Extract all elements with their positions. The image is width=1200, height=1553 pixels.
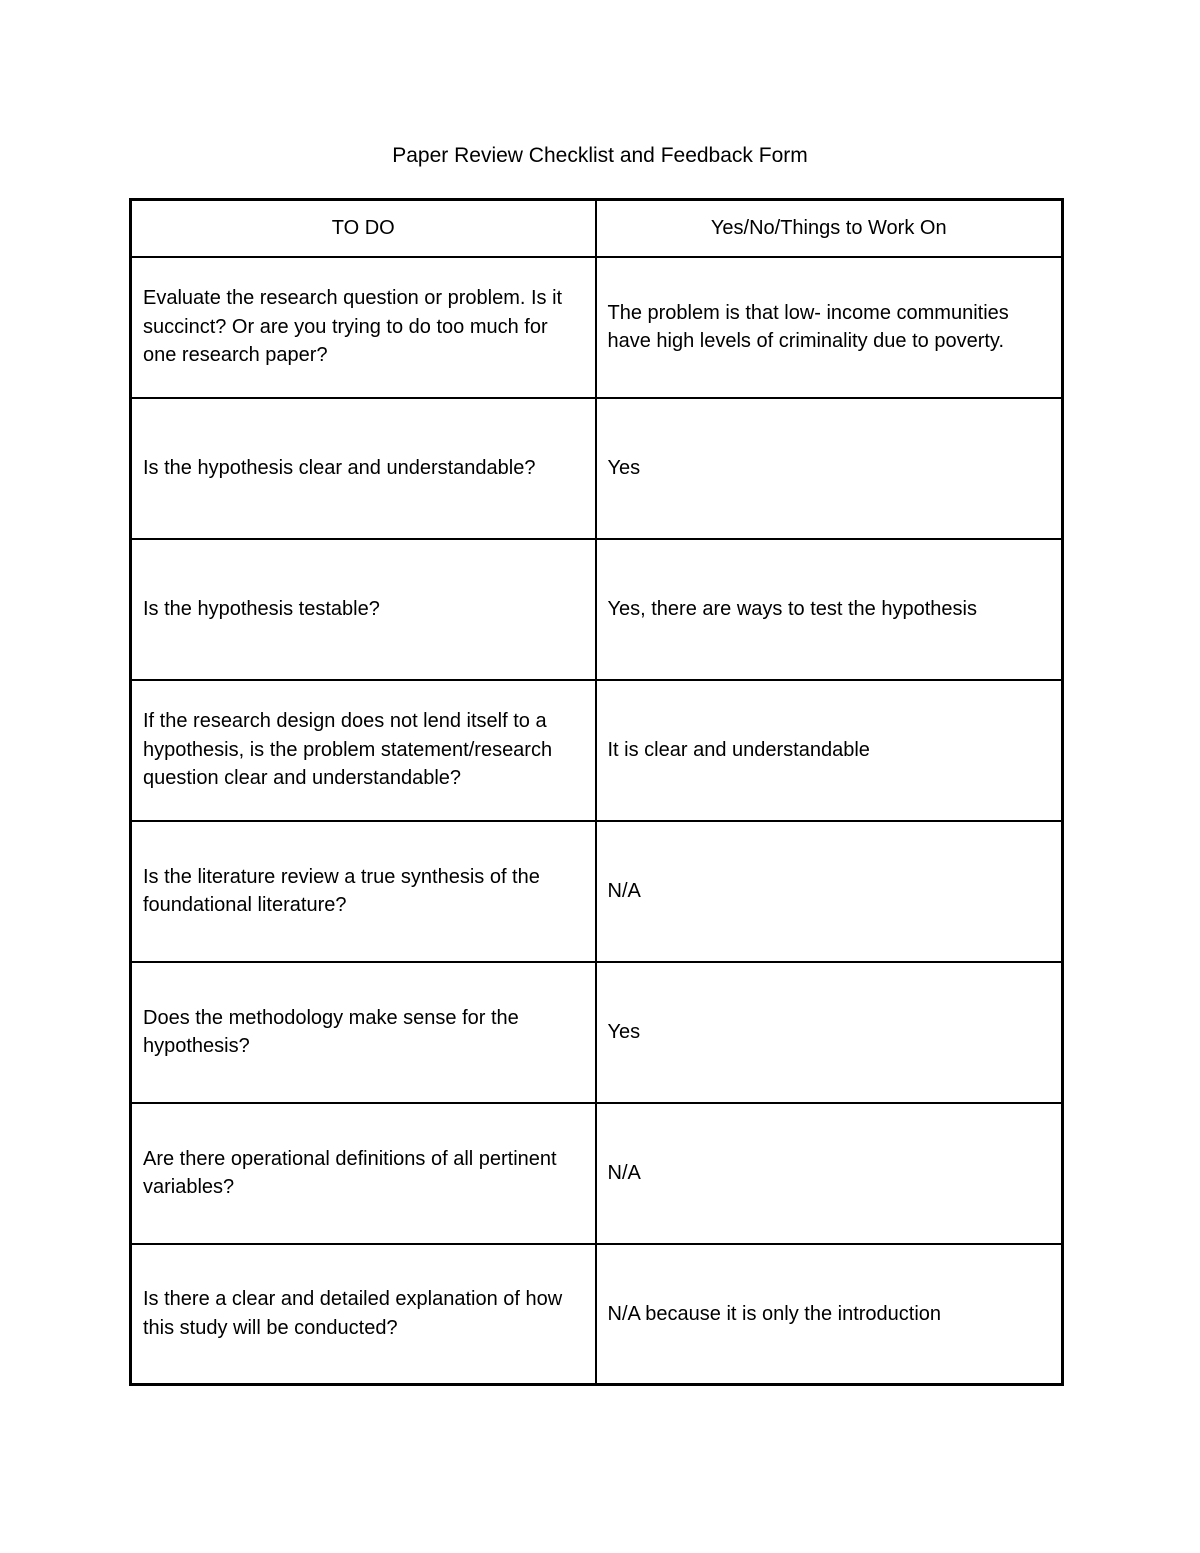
table-header-row xyxy=(131,200,1063,257)
todo-cell: Is there a clear and detailed explanation of how this study will be conducted? xyxy=(131,1244,596,1385)
todo-cell: Is the literature review a true synthesis of the foundational literature? xyxy=(131,821,596,962)
feedback-cell: The problem is that low- income communities have high levels of criminality due to poverty. xyxy=(596,257,1063,398)
feedback-cell: N/A xyxy=(596,1103,1063,1244)
review-checklist-table xyxy=(129,198,1064,1386)
document-title: Paper Review Checklist and Feedback Form xyxy=(392,144,808,167)
feedback-cell: Yes xyxy=(596,962,1063,1103)
feedback-cell: Yes xyxy=(596,398,1063,539)
todo-cell: Is the hypothesis clear and understandable? xyxy=(131,398,596,539)
table-row xyxy=(131,962,1063,1103)
feedback-cell: Yes, there are ways to test the hypothesis xyxy=(596,539,1063,680)
feedback-cell: N/A xyxy=(596,821,1063,962)
todo-cell: Evaluate the research question or problem. Is it succinct? Or are you trying to do too much for one research paper? xyxy=(131,257,596,398)
table-row xyxy=(131,539,1063,680)
table-row xyxy=(131,1103,1063,1244)
header-todo: TO DO xyxy=(131,200,596,257)
todo-cell: Are there operational definitions of all pertinent variables? xyxy=(131,1103,596,1244)
header-feedback: Yes/No/Things to Work On xyxy=(596,200,1063,257)
feedback-cell: It is clear and understandable xyxy=(596,680,1063,821)
table-row xyxy=(131,398,1063,539)
table-row xyxy=(131,1244,1063,1385)
todo-cell: If the research design does not lend itself to a hypothesis, is the problem statement/research question clear and understandable? xyxy=(131,680,596,821)
table-row xyxy=(131,680,1063,821)
todo-cell: Does the methodology make sense for the hypothesis? xyxy=(131,962,596,1103)
table-row xyxy=(131,257,1063,398)
feedback-cell: N/A because it is only the introduction xyxy=(596,1244,1063,1385)
table-row xyxy=(131,821,1063,962)
todo-cell: Is the hypothesis testable? xyxy=(131,539,596,680)
